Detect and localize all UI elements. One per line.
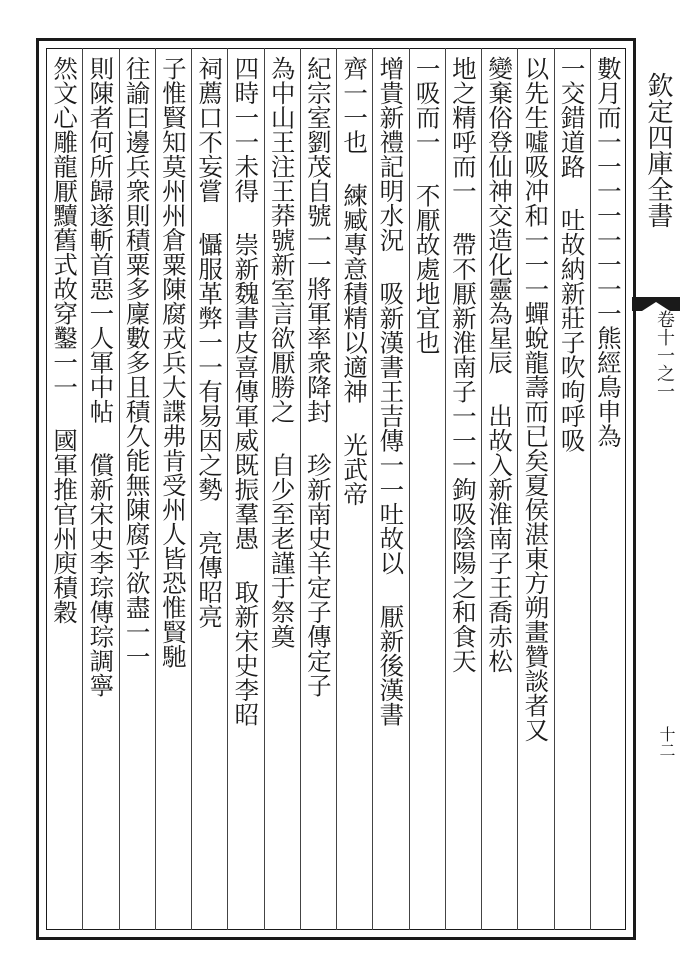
column-rule (264, 48, 265, 930)
text-column: 子惟賢知莫州州倉粟陳腐戎兵大諜弗肯受州人皆恐惟賢馳 (158, 56, 188, 669)
page-number: 十二 (657, 726, 676, 758)
column-rule (119, 48, 120, 930)
text-column: 祠薦口不妄嘗 懾服革弊一一有易因之勢 亮傳昭亮 (195, 56, 225, 629)
column-rule (590, 48, 591, 930)
text-column: 則陳者何所歸遂斬首惡一人軍中帖 償新宋史李琮傳琮調寧 (86, 56, 116, 698)
volume-label: 卷十一之一 (654, 310, 675, 400)
text-column: 四時一一未得 崇新魏書皮喜傳軍威既振羣愚 取新宋史李昭 (231, 56, 261, 727)
text-column: 地之精呼而一 帶不厭新淮南子一一一鉤吸陰陽之和食天 (448, 56, 478, 673)
book-title: 欽定四庫全書 (643, 72, 673, 228)
text-column: 為中山王注王莽號新室言欲厭勝之 自少至老謹于祭奠 (267, 56, 297, 649)
column-rule (82, 48, 83, 930)
column-rule (517, 48, 518, 930)
column-rule (155, 48, 156, 930)
column-rule (554, 48, 555, 930)
text-column: 以先生噓吸冲和一一一蟬蛻龍壽而已矣夏侯湛東方朔畫贊談者又 (521, 56, 551, 742)
text-column: 變棄俗登仙神交造化靈為星辰 出故入新淮南子王喬赤松 (485, 56, 515, 673)
column-rule (372, 48, 373, 930)
text-column: 然文心雕龍厭黷舊式故穿鑿一一 國軍推官州庾積穀 (50, 56, 80, 624)
column-rule (409, 48, 410, 930)
text-column: 齊一一也 練臧專意積精以適神 光武帝 (340, 56, 370, 506)
text-column: 增貴新禮記明水況 吸新漢書王吉傳一一吐故以 厭新後漢書 (376, 56, 406, 727)
column-rule (481, 48, 482, 930)
column-rule (191, 48, 192, 930)
text-column: 往諭曰邊兵衆則積粟多廩數多且積久能無陳腐乎欲盡一一 (122, 56, 152, 669)
column-rule (336, 48, 337, 930)
column-rule (227, 48, 228, 930)
text-column: 紀宗室劉茂自號一一將軍率衆降封 珍新南史羊定子傳定子 (303, 56, 333, 698)
text-column: 一交錯道路 吐故納新莊子吹呴呼吸 (557, 56, 587, 453)
text-column: 數月而一一一一一一一一熊經鳥申為 (593, 56, 623, 448)
text-column: 一吸而一 不厭故處地宜也 (412, 56, 442, 355)
column-rule (445, 48, 446, 930)
column-rule (300, 48, 301, 930)
